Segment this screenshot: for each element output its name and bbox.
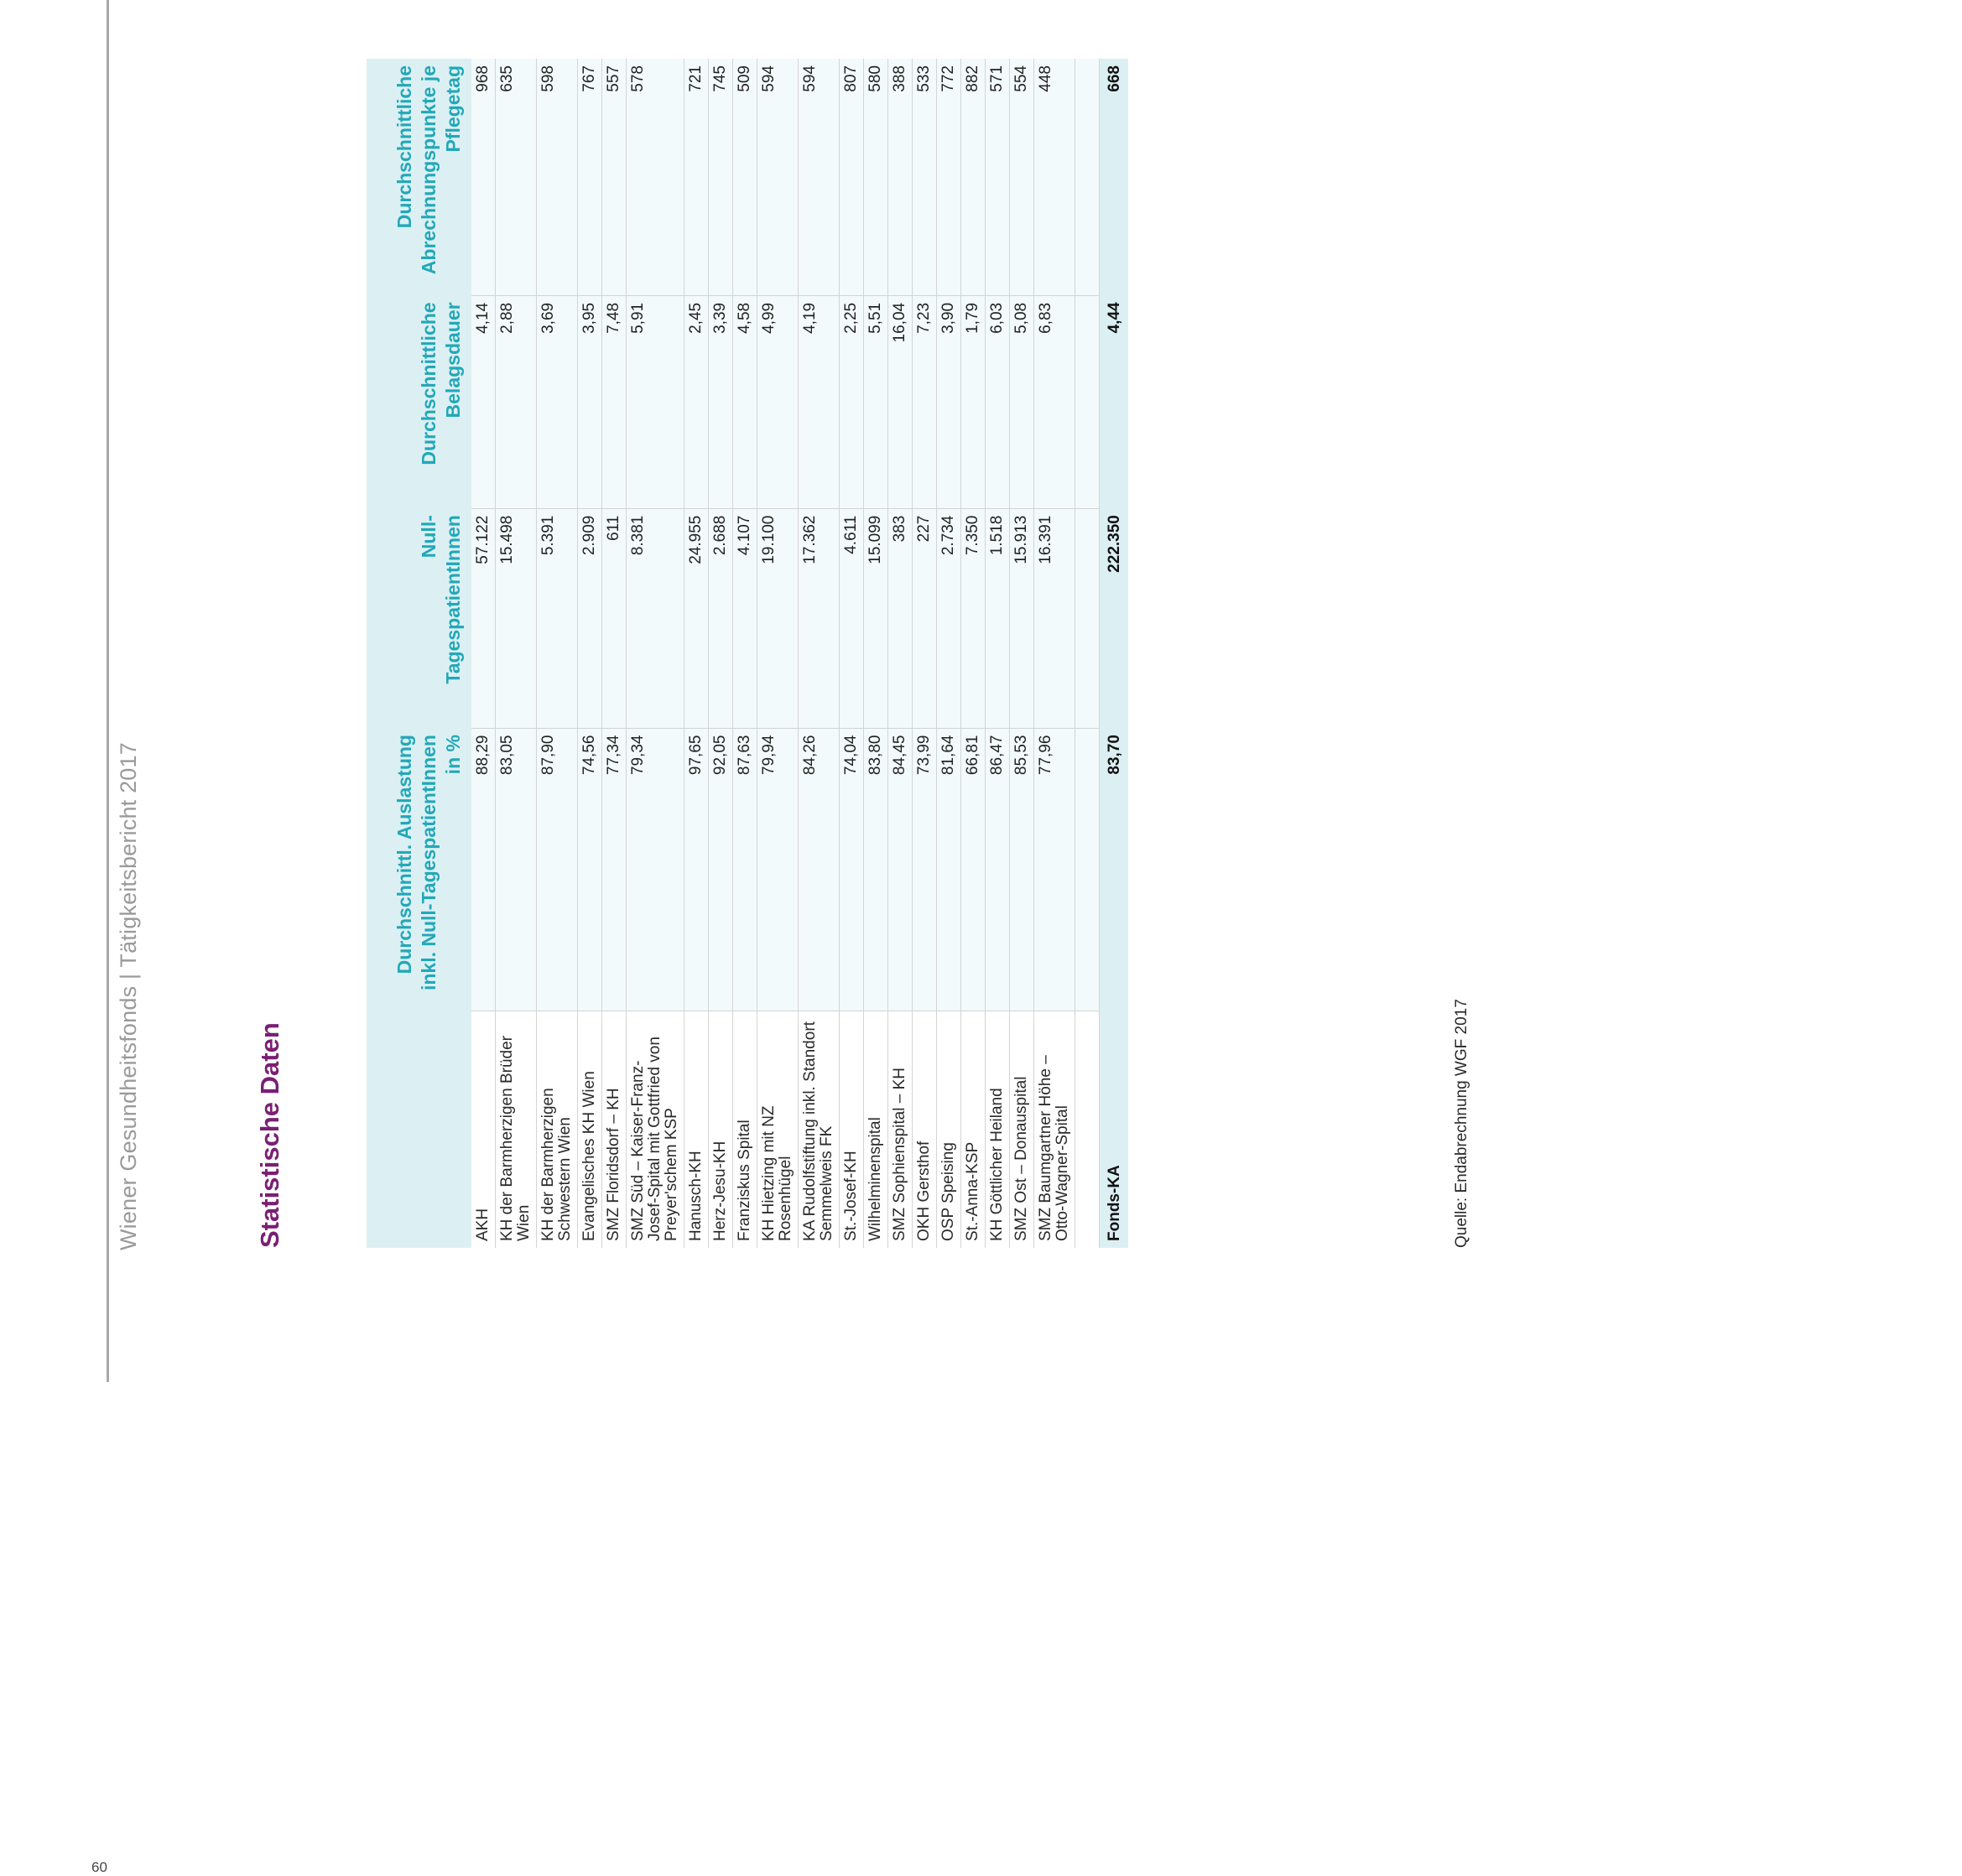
cell-null-tages: 5.391 [537,508,578,728]
cell-belagsdauer: 4,99 [757,295,799,508]
table-row [1075,59,1100,1248]
cell-punkte: 580 [864,59,888,295]
cell-belagsdauer: 6,83 [1034,295,1075,508]
cell-punkte: 594 [799,59,840,295]
cell-belagsdauer: 6,03 [986,295,1010,508]
cell-punkte: 668 [1100,59,1129,295]
cell-punkte: 968 [471,59,496,295]
source-note: Quelle: Endabrechnung WGF 2017 [1453,999,1470,1248]
cell-punkte [1075,59,1100,295]
table-row [986,59,1010,1248]
cell-punkte: 721 [684,59,709,295]
cell-belagsdauer: 4,58 [733,295,757,508]
cell-null-tages: 2.734 [937,508,961,728]
cell-null-tages: 1.518 [986,508,1010,728]
cell-belagsdauer: 7,23 [913,295,937,508]
cell-punkte: 509 [733,59,757,295]
cell-auslastung: 81,64 [937,728,961,1011]
cell-hospital-name: St.-Anna-KSP [961,1011,986,1248]
cell-null-tages: 15.498 [496,508,537,728]
cell-hospital-name: SMZ Sophienspital – KH [888,1011,913,1248]
cell-auslastung: 74,04 [840,728,864,1011]
table-row [961,59,986,1248]
cell-auslastung: 86,47 [986,728,1010,1011]
cell-hospital-name: Franziskus Spital [733,1011,757,1248]
table-row [1010,59,1034,1248]
cell-belagsdauer: 2,88 [496,295,537,508]
cell-hospital-name: AKH [471,1011,496,1248]
cell-belagsdauer: 4,44 [1100,295,1129,508]
cell-hospital-name: KH der Barmherzigen Schwestern Wien [537,1011,578,1248]
cell-auslastung: 83,70 [1100,728,1129,1011]
cell-auslastung: 84,26 [799,728,840,1011]
cell-hospital-name: SMZ Floridsdorf – KH [602,1011,627,1248]
cell-belagsdauer: 3,90 [937,295,961,508]
cell-null-tages: 15.099 [864,508,888,728]
cell-belagsdauer: 5,08 [1010,295,1034,508]
running-head: Wiener Gesundheitsfonds | Tätigkeitsbericht 2017 [116,742,141,1250]
cell-punkte: 554 [1010,59,1034,295]
cell-null-tages: 2.909 [578,508,602,728]
table-row [537,59,578,1248]
cell-auslastung: 87,63 [733,728,757,1011]
cell-belagsdauer: 4,19 [799,295,840,508]
cell-auslastung: 84,45 [888,728,913,1011]
cell-auslastung: 73,99 [913,728,937,1011]
cell-punkte: 882 [961,59,986,295]
cell-punkte: 594 [757,59,799,295]
cell-hospital-name: KH Göttlicher Heiland [986,1011,1010,1248]
cell-punkte: 533 [913,59,937,295]
table-row [733,59,757,1248]
cell-auslastung: 77,96 [1034,728,1075,1011]
table-body [471,59,1128,1248]
cell-belagsdauer: 2,45 [684,295,709,508]
cell-auslastung: 83,80 [864,728,888,1011]
cell-null-tages: 4.107 [733,508,757,728]
cell-belagsdauer: 16,04 [888,295,913,508]
cell-belagsdauer [1075,295,1100,508]
table-row [840,59,864,1248]
cell-null-tages: 57.122 [471,508,496,728]
cell-hospital-name: Wilhelminenspital [864,1011,888,1248]
cell-hospital-name: KA Rudolfstiftung inkl. Standort Semmelweis FK [799,1011,840,1248]
cell-hospital-name: OSP Speising [937,1011,961,1248]
table-row [864,59,888,1248]
cell-belagsdauer: 2,25 [840,295,864,508]
cell-hospital-name: SMZ Ost – Donauspital [1010,1011,1034,1248]
cell-hospital-name: SMZ Süd – Kaiser-Franz-Josef-Spital mit Gottfried von Preyer'schem KSP [627,1011,684,1248]
cell-null-tages: 383 [888,508,913,728]
table-row [471,59,496,1248]
header-name [367,1011,471,1248]
cell-hospital-name: Evangelisches KH Wien [578,1011,602,1248]
cell-null-tages: 24.955 [684,508,709,728]
cell-null-tages: 15.913 [1010,508,1034,728]
table-row [709,59,733,1248]
table-row [937,59,961,1248]
cell-hospital-name: SMZ Baumgartner Höhe – Otto-Wagner-Spital [1034,1011,1075,1248]
cell-punkte: 388 [888,59,913,295]
header-null-tagespatienten: Null-TagespatientInnen [367,508,471,728]
cell-punkte: 598 [537,59,578,295]
cell-auslastung: 83,05 [496,728,537,1011]
cell-auslastung: 88,29 [471,728,496,1011]
cell-punkte: 772 [937,59,961,295]
cell-punkte: 571 [986,59,1010,295]
statistics-table [367,59,1128,1248]
header-belagsdauer: Durchschnittliche Belagsdauer [367,295,471,508]
header-abrechnungspunkte: Durchschnittliche Abrechnungspunkte je Pflegetag [367,59,471,295]
cell-auslastung: 74,56 [578,728,602,1011]
cell-null-tages: 611 [602,508,627,728]
table-row [627,59,684,1248]
table-row [799,59,840,1248]
table-row [913,59,937,1248]
table-row [757,59,799,1248]
section-title: Statistische Daten [255,1022,284,1248]
cell-hospital-name [1075,1011,1100,1248]
cell-hospital-name: Herz-Jesu-KH [709,1011,733,1248]
cell-belagsdauer: 7,48 [602,295,627,508]
cell-belagsdauer: 3,39 [709,295,733,508]
table-total-row [1100,59,1129,1248]
header-auslastung: Durchschnittl. Auslastung inkl. Null-TagespatientInnen in % [367,728,471,1011]
cell-punkte: 767 [578,59,602,295]
cell-null-tages: 222.350 [1100,508,1129,728]
cell-null-tages: 7.350 [961,508,986,728]
cell-auslastung [1075,728,1100,1011]
cell-auslastung: 85,53 [1010,728,1034,1011]
cell-null-tages: 227 [913,508,937,728]
cell-null-tages [1075,508,1100,728]
cell-belagsdauer: 3,95 [578,295,602,508]
cell-hospital-name: Fonds-KA [1100,1011,1129,1248]
cell-auslastung: 79,34 [627,728,684,1011]
cell-null-tages: 16.391 [1034,508,1075,728]
page-number: 60 [91,1859,107,1875]
cell-null-tages: 2.688 [709,508,733,728]
cell-null-tages: 4.611 [840,508,864,728]
cell-hospital-name: KH Hietzing mit NZ Rosenhügel [757,1011,799,1248]
table-header-row [367,59,471,1248]
cell-punkte: 557 [602,59,627,295]
cell-auslastung: 77,34 [602,728,627,1011]
cell-auslastung: 87,90 [537,728,578,1011]
cell-null-tages: 19.100 [757,508,799,728]
cell-hospital-name: St.-Josef-KH [840,1011,864,1248]
cell-hospital-name: KH der Barmherzigen Brüder Wien [496,1011,537,1248]
cell-belagsdauer: 3,69 [537,295,578,508]
cell-punkte: 745 [709,59,733,295]
cell-belagsdauer: 5,91 [627,295,684,508]
table-row [1034,59,1075,1248]
cell-belagsdauer: 5,51 [864,295,888,508]
table-row [888,59,913,1248]
cell-null-tages: 8.381 [627,508,684,728]
table-row [578,59,602,1248]
cell-auslastung: 92,05 [709,728,733,1011]
cell-punkte: 635 [496,59,537,295]
cell-punkte: 807 [840,59,864,295]
cell-belagsdauer: 1,79 [961,295,986,508]
table-row [496,59,537,1248]
cell-hospital-name: OKH Gersthof [913,1011,937,1248]
cell-auslastung: 66,81 [961,728,986,1011]
cell-belagsdauer: 4,14 [471,295,496,508]
table-row [684,59,709,1248]
cell-punkte: 578 [627,59,684,295]
table-row [602,59,627,1248]
cell-punkte: 448 [1034,59,1075,295]
cell-null-tages: 17.362 [799,508,840,728]
cell-hospital-name: Hanusch-KH [684,1011,709,1248]
cell-auslastung: 97,65 [684,728,709,1011]
cell-auslastung: 79,94 [757,728,799,1011]
